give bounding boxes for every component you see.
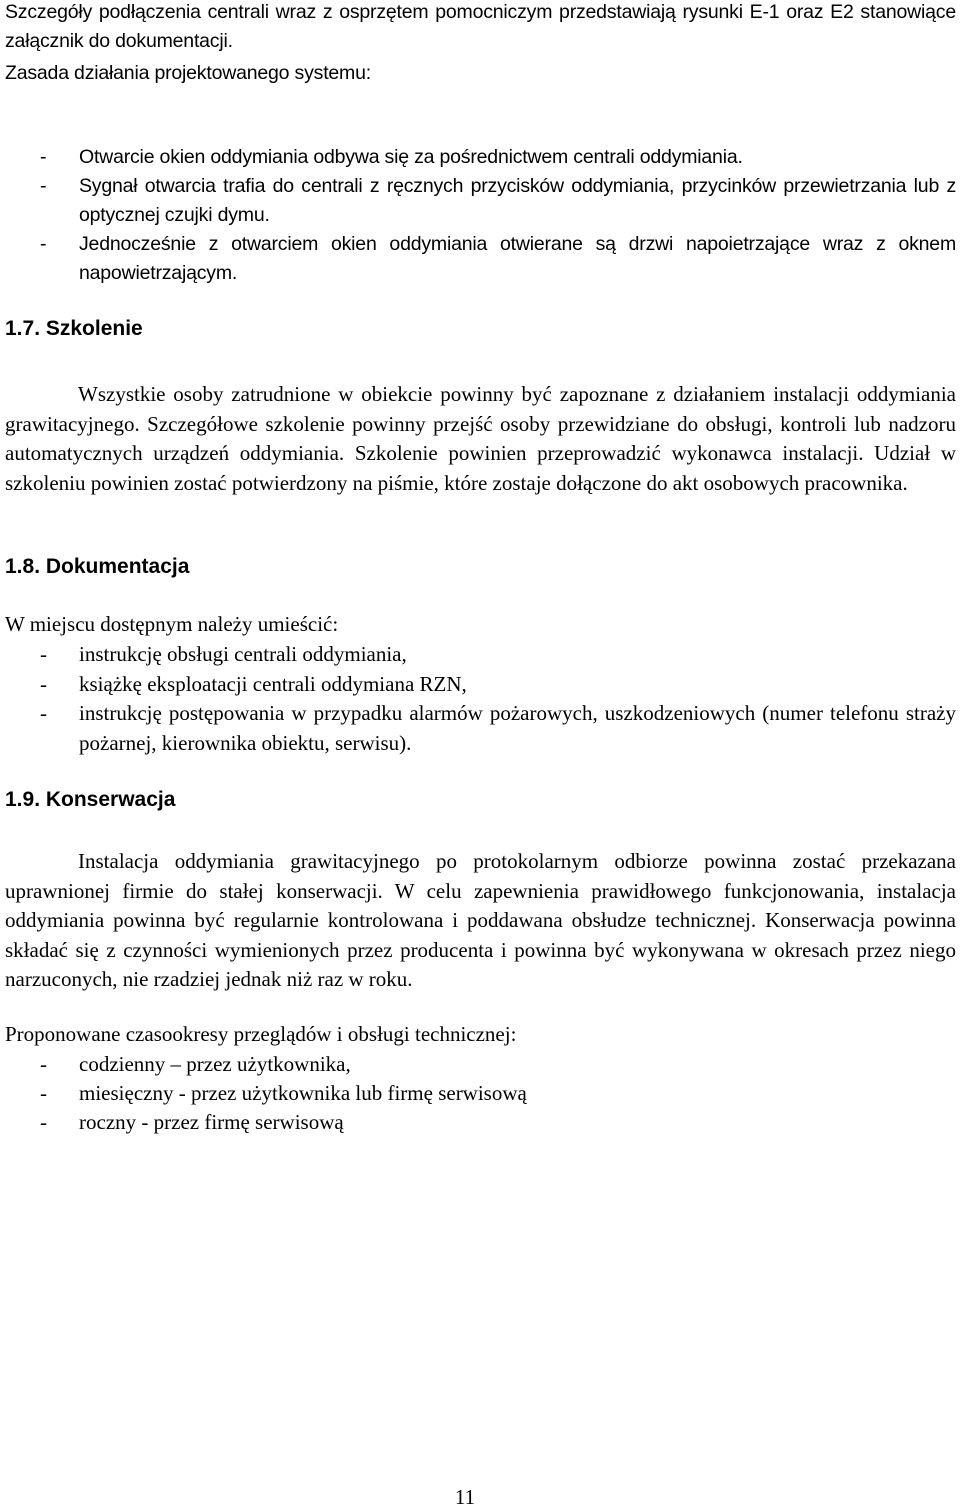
list-item-text: codzienny – przez użytkownika, xyxy=(79,1052,351,1076)
section-heading-konserwacja: 1.9. Konserwacja xyxy=(5,788,176,811)
list-item-text: książkę eksploatacji centrali oddymiana RZN, xyxy=(79,672,467,696)
list-dash: - xyxy=(40,1081,47,1105)
list-item-text: Jednocześnie z otwarciem okien oddymiania otwierane są drzwi napoietrzające wraz z oknem napowietrzającym. xyxy=(79,233,956,284)
list-dash: - xyxy=(40,1110,47,1134)
list-dash: - xyxy=(40,146,47,168)
list-item-text: Otwarcie okien oddymiania odbywa się za pośrednictwem centrali oddymiania. xyxy=(79,146,743,168)
maintenance-schedule-lead: Proponowane czasookresy przeglądów i obsługi technicznej: xyxy=(5,1022,517,1046)
list-dash: - xyxy=(40,1052,47,1076)
list-item-text: instrukcję obsługi centrali oddymiania, xyxy=(79,642,407,666)
list-item-text: Sygnał otwarcia trafia do centrali z ręcznych przycisków oddymiania, przycinków przewietrzania lub z optycznej czujki dymu. xyxy=(79,175,956,226)
section-heading-szkolenie: 1.7. Szkolenie xyxy=(5,317,143,340)
intro-paragraph: Szczegóły podłączenia centrali wraz z osprzętem pomocniczym przedstawiają rysunki E-1 oraz E2 stanowiące załącznik do dokumentacji. xyxy=(5,1,956,52)
documentation-lead: W miejscu dostępnym należy umieścić: xyxy=(5,612,339,636)
list-dash: - xyxy=(40,175,47,197)
training-paragraph: Wszystkie osoby zatrudnione w obiekcie powinny być zapoznane z działaniem instalacji oddymiania grawitacyjnego. Szczegółowe szkolenie powinny przejść osoby przewidziane do obsługi, kontroli lub nadzoru automatycznych urządzeń oddymiania. Szkolenie powinien przeprowadzić wykonawca instalacji. Udział w szkoleniu powinien zostać potwierdzony na piśmie, które zostaje dołączone do akt osobowych pracownika. xyxy=(5,382,956,495)
maintenance-paragraph: Instalacja oddymiania grawitacyjnego po protokolarnym odbiorze powinna zostać przekazana uprawnionej firmie do stałej konserwacji. W celu zapewnienia prawidłowego funkcjonowania, instalacja oddymiania powinna być regularnie kontrolowana i poddawana obsłudze technicznej. Konserwacja powinna składać się z czynności wymienionych przez producenta i powinna być wykonywana w okresach przez niego narzuconych, nie rzadziej jednak niż raz w roku. xyxy=(5,849,956,991)
list-dash: - xyxy=(40,672,47,696)
page-number: 11 xyxy=(454,1485,476,1509)
list-dash: - xyxy=(40,701,47,725)
list-dash: - xyxy=(40,233,47,255)
system-principle-lead: Zasada działania projektowanego systemu: xyxy=(5,62,371,84)
list-dash: - xyxy=(40,642,47,666)
list-item-text: miesięczny - przez użytkownika lub firmę serwisową xyxy=(79,1081,527,1105)
section-heading-dokumentacja: 1.8. Dokumentacja xyxy=(5,555,190,578)
list-item-text: instrukcję postępowania w przypadku alarmów pożarowych, uszkodzeniowych (numer telefonu straży pożarnej, kierownika obiektu, serwisu). xyxy=(79,701,956,755)
list-item-text: roczny - przez firmę serwisową xyxy=(79,1110,344,1134)
